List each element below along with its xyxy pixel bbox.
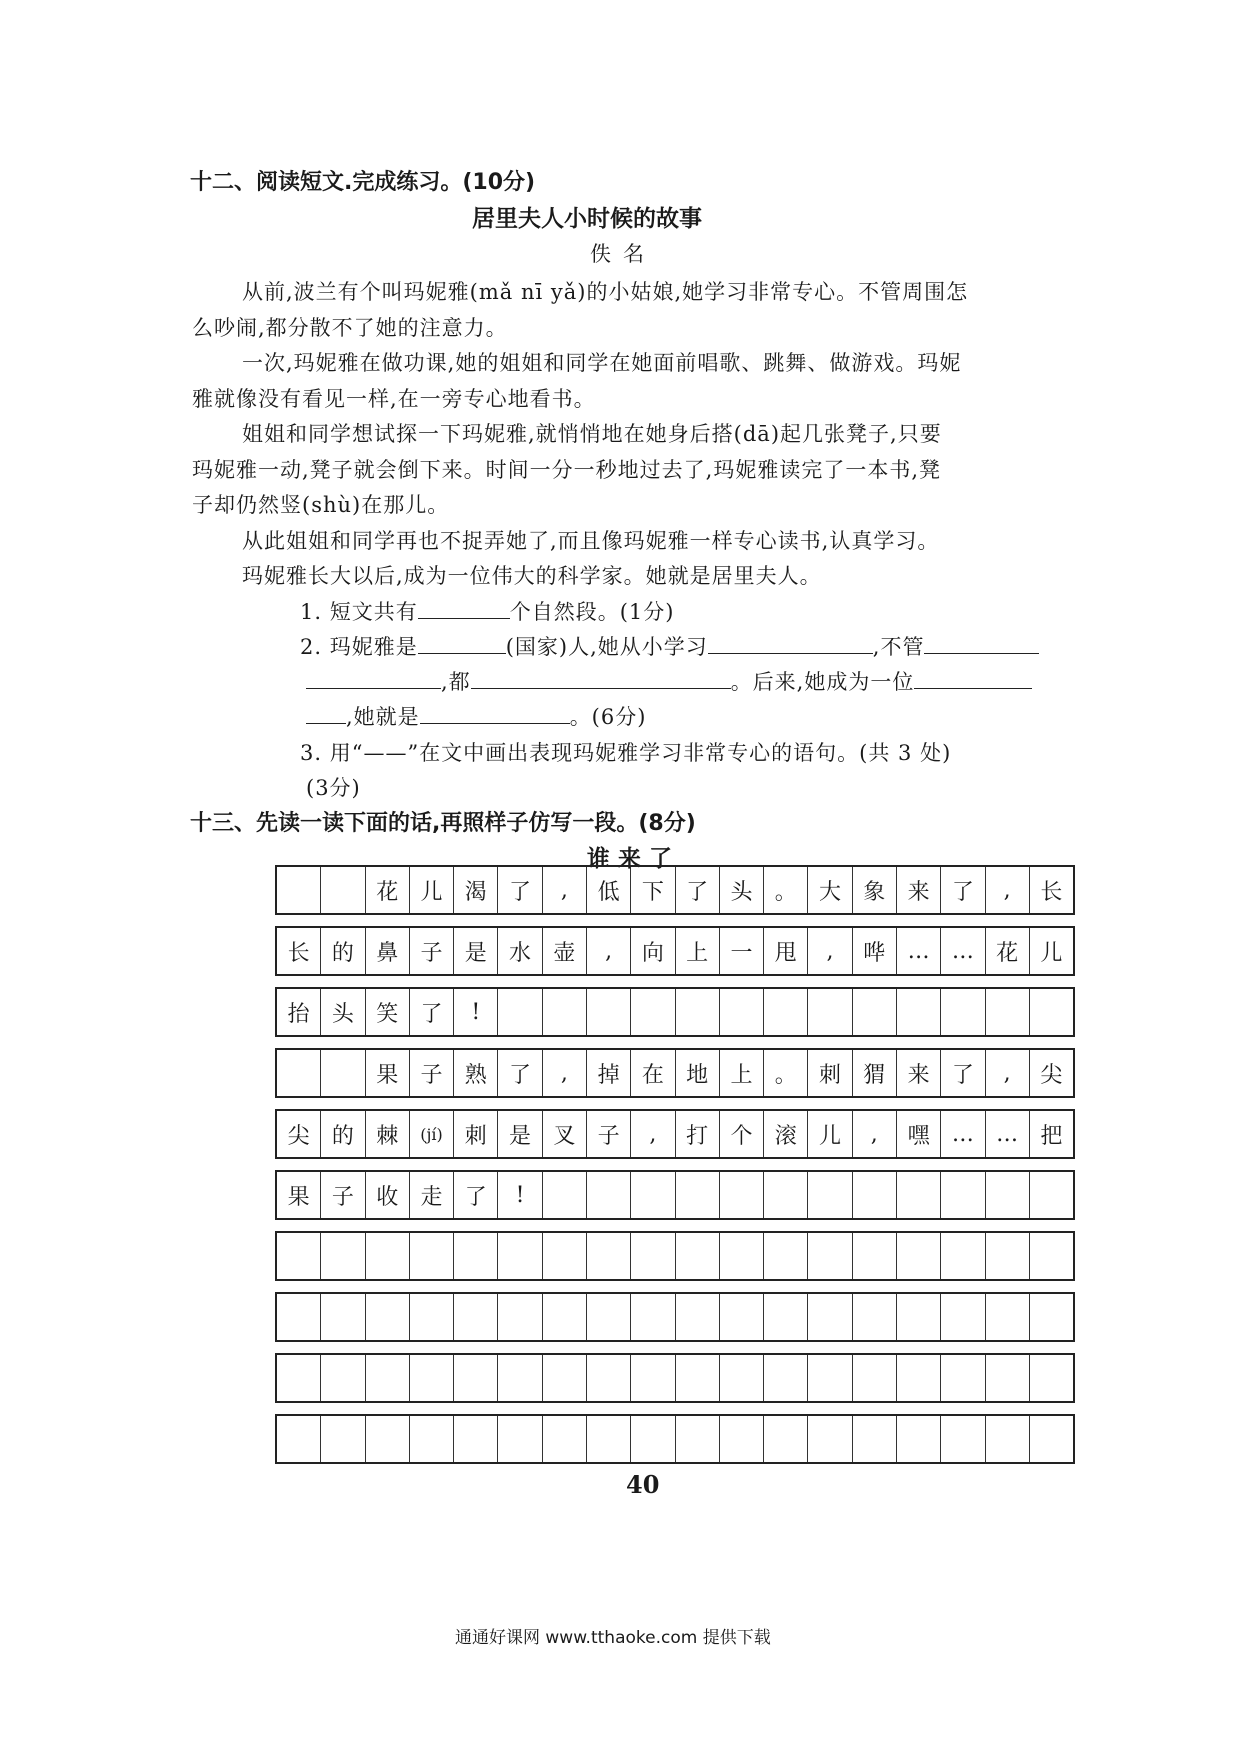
grid-cell[interactable] <box>764 1233 808 1279</box>
grid-cell[interactable] <box>410 1355 454 1401</box>
grid-cell[interactable]: 花 <box>366 867 410 913</box>
grid-cell[interactable]: 鼻 <box>366 928 410 974</box>
grid-row <box>275 1048 1075 1098</box>
grid-cell[interactable]: 在 <box>631 1050 675 1096</box>
grid-cell[interactable]: 把 <box>1040 1123 1063 1149</box>
grid-cell[interactable]: 大 <box>808 867 852 913</box>
grid-cell[interactable] <box>676 1355 720 1401</box>
grid-cell[interactable]: 了 <box>454 1172 498 1218</box>
grid-row <box>275 1231 1075 1281</box>
grid-cell[interactable] <box>410 1416 454 1462</box>
grid-cell[interactable]: 叉 <box>543 1111 587 1157</box>
grid-cell[interactable] <box>587 1233 631 1279</box>
grid-cell[interactable] <box>498 1355 542 1401</box>
grid-cell[interactable] <box>853 1233 897 1279</box>
grid-cell[interactable]: 低 <box>587 867 631 913</box>
grid-cell[interactable]: (jí) <box>410 1111 454 1157</box>
grid-cell[interactable] <box>676 1294 720 1340</box>
grid-cell[interactable]: 壶 <box>543 928 587 974</box>
footer-text: 通通好课网 www.tthaoke.com 提供下载 <box>455 1628 771 1648</box>
section-12-title: 十二、阅读短文.完成练习。(10分) <box>190 170 536 195</box>
grid-cell[interactable] <box>410 1233 454 1279</box>
grid-cell[interactable]: 上 <box>720 1050 764 1096</box>
grid-cell[interactable] <box>631 1233 675 1279</box>
grid-cell[interactable]: , <box>986 867 1030 913</box>
grid-cell[interactable] <box>277 1050 321 1096</box>
grid-cell[interactable] <box>941 1233 985 1279</box>
grid-cell[interactable]: , <box>853 1111 897 1157</box>
grid-cell[interactable] <box>808 1233 852 1279</box>
grid-cell[interactable] <box>897 1233 941 1279</box>
grid-cell[interactable] <box>543 1233 587 1279</box>
grid-cell[interactable]: 了 <box>676 867 720 913</box>
grid-cell[interactable]: 的 <box>321 1111 365 1157</box>
grid-cell[interactable] <box>631 1294 675 1340</box>
grid-cell[interactable] <box>808 1294 852 1340</box>
grid-cell[interactable] <box>543 989 587 1035</box>
grid-cell[interactable] <box>454 1416 498 1462</box>
grid-cell[interactable] <box>853 1416 897 1462</box>
grid-cell[interactable]: 走 <box>410 1172 454 1218</box>
grid-cell[interactable]: 的 <box>321 928 365 974</box>
grid-cell[interactable] <box>587 989 631 1035</box>
grid-cell[interactable] <box>631 1355 675 1401</box>
grid-cell[interactable] <box>764 989 808 1035</box>
grid-cell[interactable]: 是 <box>498 1111 542 1157</box>
grid-cell[interactable]: … <box>941 928 985 974</box>
grid-cell[interactable] <box>543 1416 587 1462</box>
grid-cell[interactable] <box>720 1172 764 1218</box>
grid-row <box>275 926 1075 976</box>
grid-cell[interactable] <box>321 867 365 913</box>
grid-cell[interactable] <box>454 1294 498 1340</box>
grid-cell[interactable]: ! <box>498 1172 542 1218</box>
grid-cell[interactable] <box>764 1172 808 1218</box>
grid-cell[interactable]: 尖 <box>277 1111 321 1157</box>
grid-cell[interactable] <box>277 867 321 913</box>
grid-cell[interactable] <box>764 1355 808 1401</box>
grid-cell[interactable] <box>1030 1355 1073 1401</box>
grid-cell[interactable] <box>277 1294 321 1340</box>
paragraph-line: 雅就像没有看见一样,在一旁专心地看书。 <box>192 387 596 411</box>
grid-cell[interactable]: 子 <box>587 1111 631 1157</box>
grid-cell[interactable] <box>498 1416 542 1462</box>
grid-cell[interactable]: 棘 <box>366 1111 410 1157</box>
grid-cell[interactable]: 果 <box>277 1172 321 1218</box>
grid-cell[interactable] <box>366 1416 410 1462</box>
grid-cell[interactable] <box>986 1416 1030 1462</box>
grid-cell[interactable]: 象 <box>853 867 897 913</box>
grid-cell[interactable]: … <box>986 1111 1030 1157</box>
grid-cell[interactable]: 长 <box>277 928 321 974</box>
grid-cell[interactable] <box>631 1416 675 1462</box>
grid-cell[interactable] <box>941 989 985 1035</box>
section-13-title: 十三、先读一读下面的话,再照样子仿写一段。(8分) <box>190 811 696 836</box>
grid-cell[interactable]: 长 <box>1040 879 1063 905</box>
grid-cell[interactable]: 笑 <box>366 989 410 1035</box>
grid-cell[interactable]: , <box>587 928 631 974</box>
paragraph-line: 从前,波兰有个叫玛妮雅(mǎ nī yǎ)的小姑娘,她学习非常专心。不管周围怎 <box>242 280 969 304</box>
grid-cell[interactable] <box>676 989 720 1035</box>
grid-cell[interactable] <box>764 1416 808 1462</box>
grid-cell[interactable]: 水 <box>498 928 542 974</box>
grid-cell[interactable] <box>897 1355 941 1401</box>
section-13-subtitle: 谁 来 了 <box>587 846 673 872</box>
grid-cell[interactable] <box>321 1355 365 1401</box>
grid-cell[interactable] <box>986 1355 1030 1401</box>
answer-blank[interactable] <box>420 703 570 724</box>
grid-cell[interactable] <box>543 1172 587 1218</box>
grid-cell[interactable] <box>941 1416 985 1462</box>
grid-cell[interactable]: 儿 <box>410 867 454 913</box>
grid-cell[interactable] <box>808 989 852 1035</box>
question-1: 1. 短文共有 个自然段。(1分) <box>300 600 675 624</box>
grid-cell[interactable] <box>986 1294 1030 1340</box>
grid-cell[interactable] <box>587 1294 631 1340</box>
grid-cell[interactable] <box>676 1172 720 1218</box>
grid-cell[interactable] <box>366 1294 410 1340</box>
grid-cell[interactable]: 。 <box>764 867 808 913</box>
grid-cell[interactable]: 子 <box>410 928 454 974</box>
grid-cell[interactable] <box>1030 1233 1073 1279</box>
grid-row <box>275 1353 1075 1403</box>
paragraph-line: 么吵闹,都分散不了她的注意力。 <box>192 316 508 340</box>
grid-cell[interactable]: 熟 <box>454 1050 498 1096</box>
grid-cell[interactable] <box>543 1294 587 1340</box>
grid-cell[interactable] <box>454 1355 498 1401</box>
grid-cell[interactable]: , <box>808 928 852 974</box>
grid-cell[interactable]: 了 <box>498 867 542 913</box>
grid-cell[interactable] <box>676 1416 720 1462</box>
grid-cell[interactable] <box>764 1294 808 1340</box>
question-3: 3. 用“——”在文中画出表现玛妮雅学习非常专心的语句。(共 3 处) <box>300 741 952 765</box>
grid-cell[interactable]: 收 <box>366 1172 410 1218</box>
grid-cell[interactable] <box>587 1172 631 1218</box>
grid-cell[interactable]: , <box>986 1050 1030 1096</box>
grid-cell[interactable]: 掉 <box>587 1050 631 1096</box>
grid-cell[interactable]: 子 <box>321 1172 365 1218</box>
grid-cell[interactable] <box>853 989 897 1035</box>
grid-cell[interactable]: ! <box>454 989 498 1035</box>
grid-cell[interactable]: 了 <box>498 1050 542 1096</box>
paragraph-line: 子却仍然竖(shù)在那儿。 <box>192 493 450 517</box>
grid-cell[interactable] <box>897 1172 941 1218</box>
paragraph-line: 玛妮雅长大以后,成为一位伟大的科学家。她就是居里夫人。 <box>242 564 822 588</box>
grid-cell[interactable]: 甩 <box>764 928 808 974</box>
answer-blank[interactable] <box>418 598 510 619</box>
grid-cell[interactable] <box>321 1416 365 1462</box>
grid-cell[interactable]: 了 <box>410 989 454 1035</box>
grid-cell[interactable]: 抬 <box>277 989 321 1035</box>
grid-cell[interactable]: 向 <box>631 928 675 974</box>
grid-cell[interactable]: 渴 <box>454 867 498 913</box>
story-title: 居里夫人小时候的故事 <box>472 206 702 232</box>
grid-cell[interactable]: 子 <box>410 1050 454 1096</box>
grid-cell[interactable]: 了 <box>941 1050 985 1096</box>
grid-cell[interactable]: 刺 <box>454 1111 498 1157</box>
grid-cell[interactable] <box>941 1172 985 1218</box>
grid-cell[interactable]: 来 <box>897 867 941 913</box>
question-3-score: (3分) <box>306 776 361 800</box>
grid-cell[interactable] <box>720 1355 764 1401</box>
grid-cell[interactable] <box>321 1294 365 1340</box>
grid-cell[interactable] <box>587 1355 631 1401</box>
grid-cell[interactable] <box>1030 989 1073 1035</box>
grid-cell[interactable] <box>498 989 542 1035</box>
grid-cell[interactable]: 地 <box>676 1050 720 1096</box>
grid-cell[interactable]: , <box>543 867 587 913</box>
grid-cell[interactable] <box>853 1172 897 1218</box>
grid-cell[interactable] <box>808 1355 852 1401</box>
grid-cell[interactable] <box>808 1416 852 1462</box>
paragraph-line: 玛妮雅一动,凳子就会倒下来。时间一分一秒地过去了,玛妮雅读完了一本书,凳 <box>192 458 942 482</box>
grid-cell[interactable]: … <box>897 928 941 974</box>
writing-grid[interactable] <box>275 865 1075 1475</box>
paragraph-line: 一次,玛妮雅在做功课,她的姐姐和同学在她面前唱歌、跳舞、做游戏。玛妮 <box>242 351 962 375</box>
grid-cell[interactable] <box>720 1233 764 1279</box>
grid-cell[interactable] <box>986 1172 1030 1218</box>
grid-row <box>275 1109 1075 1159</box>
grid-cell[interactable] <box>277 1355 321 1401</box>
page-number: 40 <box>626 1470 660 1499</box>
grid-cell[interactable] <box>631 989 675 1035</box>
paragraph-line: 从此姐姐和同学再也不捉弄她了,而且像玛妮雅一样专心读书,认真学习。 <box>242 529 940 553</box>
grid-cell[interactable]: 哗 <box>853 928 897 974</box>
question-2-line-2: ,都 。后来,她成为一位 <box>306 666 1032 696</box>
grid-cell[interactable]: 个 <box>720 1111 764 1157</box>
grid-cell[interactable]: 儿 <box>1040 940 1063 966</box>
grid-cell[interactable]: 果 <box>366 1050 410 1096</box>
grid-cell[interactable]: 刺 <box>808 1050 852 1096</box>
grid-cell[interactable] <box>587 1416 631 1462</box>
grid-cell[interactable]: … <box>941 1111 985 1157</box>
grid-cell[interactable]: 猬 <box>853 1050 897 1096</box>
answer-blank[interactable] <box>418 633 506 654</box>
grid-cell[interactable]: 嘿 <box>897 1111 941 1157</box>
grid-row <box>275 1414 1075 1464</box>
question-2-line-1: 2. 玛妮雅是 (国家)人,她从小学习 ,不管 <box>300 631 1039 661</box>
grid-cell[interactable] <box>498 1233 542 1279</box>
grid-cell[interactable]: 花 <box>986 928 1030 974</box>
answer-blank[interactable] <box>708 633 873 654</box>
grid-cell[interactable] <box>941 1294 985 1340</box>
grid-cell[interactable] <box>941 1355 985 1401</box>
grid-cell[interactable] <box>543 1355 587 1401</box>
grid-cell[interactable]: , <box>543 1050 587 1096</box>
answer-blank[interactable] <box>306 668 441 689</box>
grid-row <box>275 1292 1075 1342</box>
grid-cell[interactable]: 头 <box>321 989 365 1035</box>
grid-cell[interactable] <box>277 1233 321 1279</box>
grid-cell[interactable] <box>277 1416 321 1462</box>
grid-cell[interactable] <box>897 989 941 1035</box>
grid-cell[interactable]: 来 <box>897 1050 941 1096</box>
answer-blank[interactable] <box>914 668 1032 689</box>
grid-cell[interactable] <box>853 1355 897 1401</box>
story-author: 佚名 <box>590 242 656 266</box>
grid-cell[interactable] <box>366 1355 410 1401</box>
answer-blank[interactable] <box>306 703 346 724</box>
grid-cell[interactable] <box>720 1294 764 1340</box>
grid-cell[interactable] <box>897 1416 941 1462</box>
grid-cell[interactable] <box>1030 1172 1073 1218</box>
grid-cell[interactable]: 尖 <box>1040 1062 1063 1088</box>
grid-row <box>275 865 1075 915</box>
grid-cell[interactable] <box>631 1172 675 1218</box>
grid-cell[interactable] <box>720 1416 764 1462</box>
grid-cell[interactable]: 上 <box>676 928 720 974</box>
grid-cell[interactable] <box>410 1294 454 1340</box>
question-2-line-3: ,她就是 。(6分) <box>306 701 646 731</box>
grid-cell[interactable]: 头 <box>720 867 764 913</box>
answer-blank[interactable] <box>471 668 731 689</box>
grid-cell[interactable] <box>986 989 1030 1035</box>
answer-blank[interactable] <box>924 633 1039 654</box>
grid-cell[interactable]: 下 <box>631 867 675 913</box>
grid-cell[interactable] <box>454 1233 498 1279</box>
grid-cell[interactable] <box>853 1294 897 1340</box>
grid-cell[interactable]: 儿 <box>808 1111 852 1157</box>
grid-cell[interactable] <box>498 1294 542 1340</box>
paragraph-line: 姐姐和同学想试探一下玛妮雅,就悄悄地在她身后搭(dā)起几张凳子,只要 <box>242 422 942 446</box>
grid-cell[interactable]: , <box>631 1111 675 1157</box>
grid-cell[interactable] <box>366 1233 410 1279</box>
grid-cell[interactable] <box>986 1233 1030 1279</box>
grid-row <box>275 1170 1075 1220</box>
grid-cell[interactable]: 了 <box>941 867 985 913</box>
grid-cell[interactable]: 是 <box>454 928 498 974</box>
grid-cell[interactable] <box>720 989 764 1035</box>
grid-cell[interactable] <box>676 1233 720 1279</box>
grid-cell[interactable]: 一 <box>720 928 764 974</box>
grid-cell[interactable]: 。 <box>764 1050 808 1096</box>
grid-cell[interactable] <box>897 1294 941 1340</box>
grid-cell[interactable]: 滚 <box>764 1111 808 1157</box>
grid-cell[interactable] <box>321 1233 365 1279</box>
grid-cell[interactable] <box>1030 1416 1073 1462</box>
grid-cell[interactable]: 打 <box>676 1111 720 1157</box>
grid-row <box>275 987 1075 1037</box>
grid-cell[interactable] <box>808 1172 852 1218</box>
grid-cell[interactable] <box>1030 1294 1073 1340</box>
grid-cell[interactable] <box>321 1050 365 1096</box>
